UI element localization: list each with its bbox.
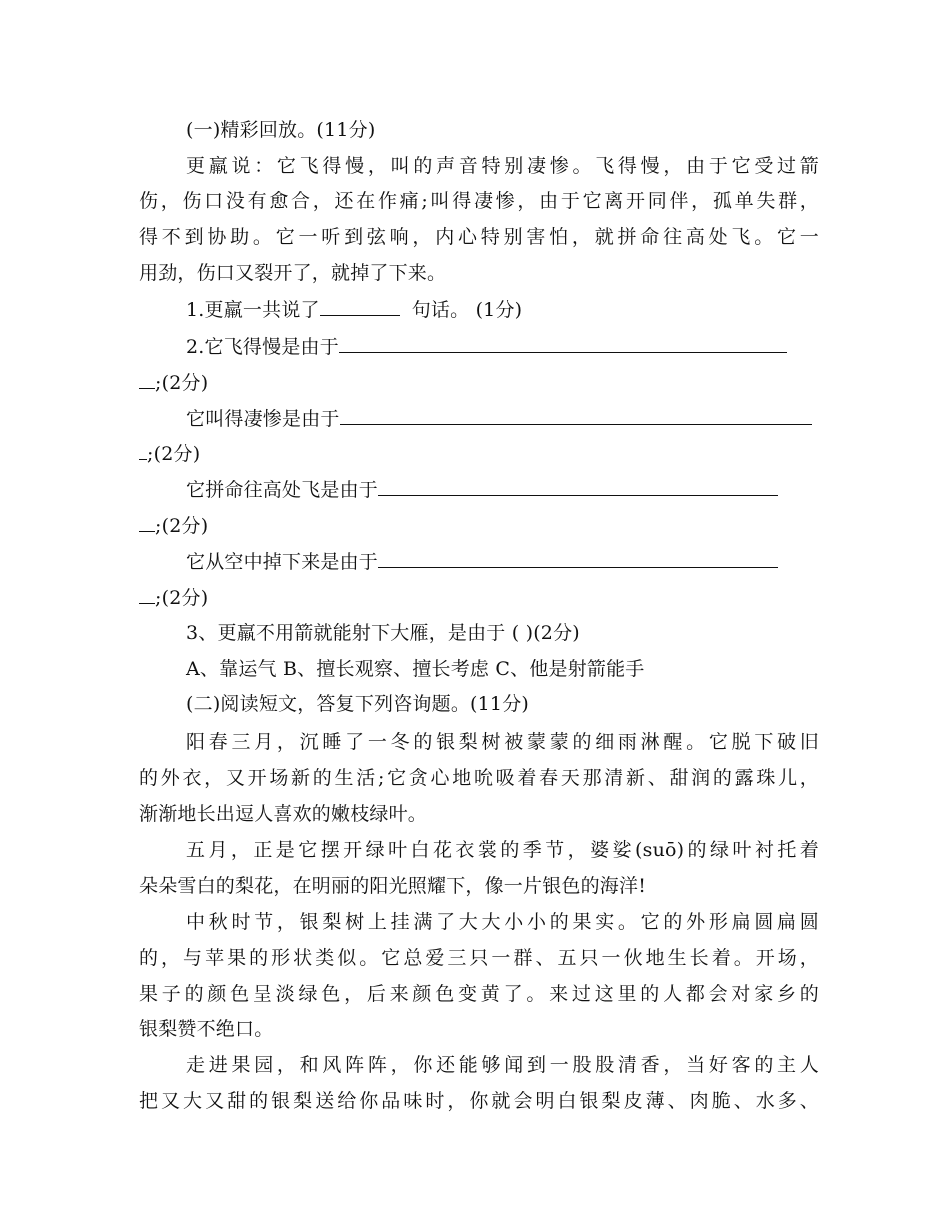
question-2b-prefix: 它叫得凄惨是由于 <box>186 408 340 430</box>
question-2b-end <box>139 441 819 466</box>
passage-line: 走进果园，和风阵阵，你还能够闻到一股股清香，当好客的主人 <box>186 1054 819 1076</box>
question-1-prefix: 1.更羸一共说了 <box>186 299 320 321</box>
question-2d-prefix: 它从空中掉下来是由于 <box>186 551 379 573</box>
question-2c-end <box>139 513 819 538</box>
answer-blank[interactable] <box>139 585 155 604</box>
question-2c-prefix: 它拼命往高处飞是由于 <box>186 479 379 501</box>
answer-blank[interactable] <box>139 513 155 532</box>
passage-line: 得不到协助。它一听到弦响，内心特别害怕，就拼命往高处飞。它一 <box>139 226 819 248</box>
question-2d-end <box>139 585 819 610</box>
passage-line: 渐渐地长出逗人喜欢的嫩枝绿叶。 <box>139 803 428 825</box>
passage-line: 把又大又甜的银梨送给你品味时，你就会明白银梨皮薄、肉脆、水多、 <box>139 1090 819 1112</box>
answer-blank[interactable] <box>340 406 812 425</box>
passage-line: 阳春三月，沉睡了一冬的银梨树被蒙蒙的细雨淋醒。它脱下破旧 <box>186 731 819 753</box>
question-2b <box>186 406 866 431</box>
section2-heading: (二)阅读短文，答复下列咨询题。(11分) <box>186 693 530 715</box>
question-3: 3、更羸不用箭就能射下大雁，是由于 ( )(2分) <box>186 622 580 644</box>
passage-line: 银梨赞不绝口。 <box>139 1018 274 1040</box>
passage-line: 用劲，伤口又裂开了，就掉了下来。 <box>139 262 447 284</box>
answer-blank[interactable] <box>320 297 400 316</box>
answer-blank[interactable] <box>378 477 778 496</box>
passage-line: 更羸说：它飞得慢，叫的声音特别凄惨。飞得慢，由于它受过箭 <box>186 155 819 177</box>
answer-blank[interactable] <box>139 441 147 460</box>
passage-line: 果子的颜色呈淡绿色，后来颜色变黄了。来过这里的人都会对家乡的 <box>139 983 819 1005</box>
question-2d-score: ;(2分) <box>155 587 209 609</box>
answer-blank[interactable] <box>378 549 778 568</box>
question-2c-score: ;(2分) <box>155 515 209 537</box>
question-2a <box>186 334 866 359</box>
question-2a-score: ;(2分) <box>155 372 209 394</box>
question-2a-prefix: 2.它飞得慢是由于 <box>186 336 339 358</box>
answer-blank[interactable] <box>339 334 787 353</box>
passage-line: 的，与苹果的形状类似。它总爱三只一群、五只一伙地生长着。开场， <box>139 947 819 969</box>
question-1 <box>186 297 866 322</box>
answer-blank[interactable] <box>139 370 155 389</box>
passage-line: 的外衣，又开场新的生活;它贪心地吮吸着春天那清新、甜润的露珠儿， <box>139 767 819 789</box>
passage-line: 伤，伤口没有愈合，还在作痛;叫得凄惨，由于它离开同伴，孤单失群， <box>139 190 819 212</box>
section1-heading: (一)精彩回放。(11分) <box>186 119 376 141</box>
question-2a-end <box>139 370 819 395</box>
passage-line: 五月，正是它摆开绿叶白花衣裳的季节，婆娑(suō)的绿叶衬托着 <box>186 839 819 861</box>
question-2c <box>186 477 866 502</box>
question-2d <box>186 549 866 574</box>
passage-line: 中秋时节，银梨树上挂满了大大小小的果实。它的外形扁圆扁圆 <box>186 911 819 933</box>
question-2b-score: ;(2分) <box>147 443 201 465</box>
question-3-options: A、靠运气 B、擅长观察、擅长考虑 C、他是射箭能手 <box>186 658 645 680</box>
question-1-suffix: 句话。 (1分) <box>411 299 523 321</box>
passage-line: 朵朵雪白的梨花，在明丽的阳光照耀下，像一片银色的海洋! <box>139 875 647 897</box>
